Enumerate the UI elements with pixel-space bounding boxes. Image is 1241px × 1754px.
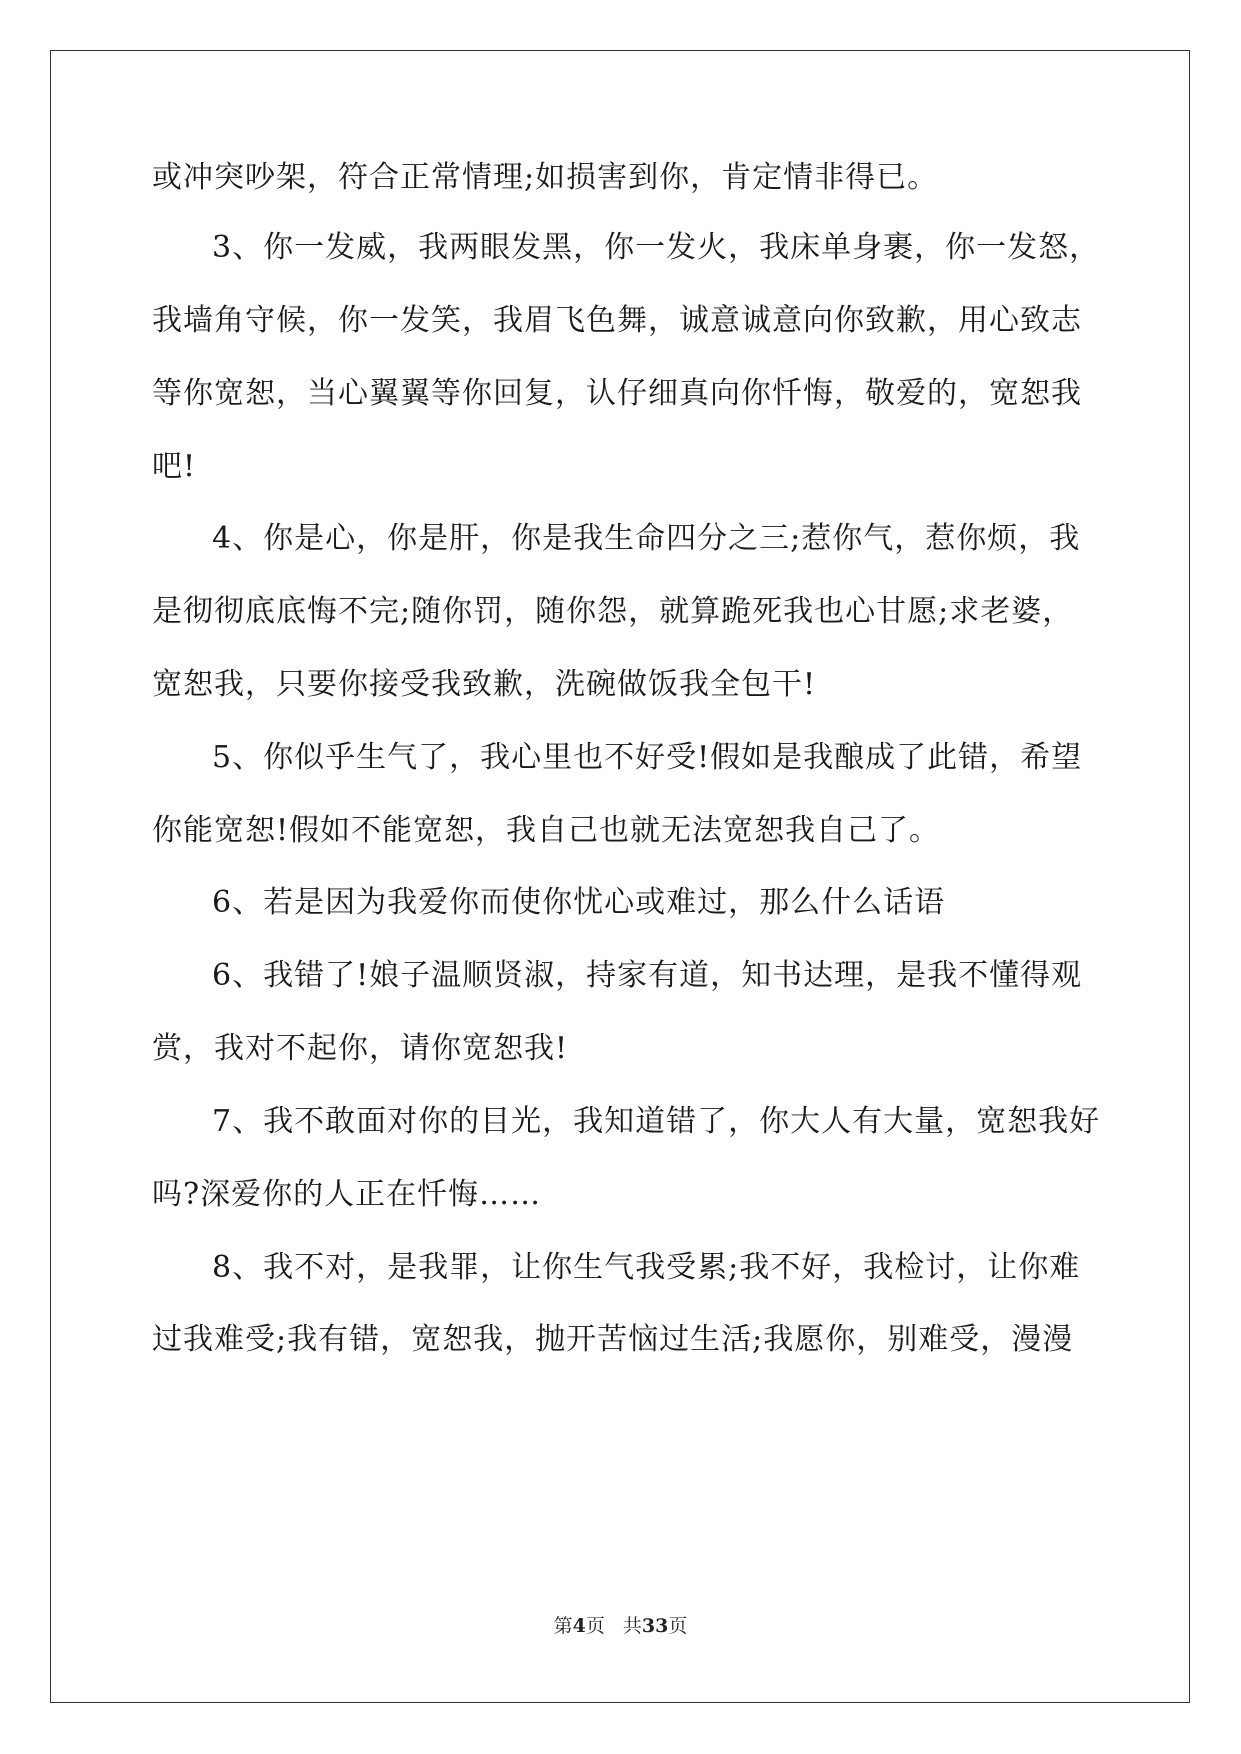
page-footer <box>0 1614 1241 1638</box>
text-line: 赏，我对不起你，请你宽恕我! <box>152 1031 569 1066</box>
text-line: 7、我不敢面对你的目光，我知道错了，你大人有大量，宽恕我好 <box>212 1104 1101 1139</box>
text-line: 吗?深爱你的人正在忏悔…… <box>152 1177 542 1212</box>
text-line: 或冲突吵架，符合正常情理;如损害到你，肯定情非得已。 <box>152 160 939 195</box>
text-line: 5、你似乎生气了，我心里也不好受!假如是我酿成了此错，希望 <box>212 740 1083 775</box>
text-line: 6、我错了!娘子温顺贤淑，持家有道，知书达理，是我不懂得观 <box>212 958 1083 993</box>
text-line: 我墙角守候，你一发笑，我眉飞色舞，诚意诚意向你致歉，用心致志 <box>152 303 1082 338</box>
page-number: 4 <box>572 1615 586 1637</box>
text-line: 8、我不对，是我罪，让你生气我受累;我不好，我检讨，让你难 <box>212 1250 1081 1285</box>
total-prefix: 共 <box>622 1615 642 1637</box>
page-border <box>50 50 1190 1703</box>
text-line: 过我难受;我有错，宽恕我，抛开苦恼过生活;我愿你，别难受，漫漫 <box>152 1322 1074 1357</box>
text-line: 你能宽恕!假如不能宽恕，我自己也就无法宽恕我自己了。 <box>152 813 941 848</box>
text-line: 是彻彻底底悔不完;随你罚，随你怨，就算跪死我也心甘愿;求老婆， <box>152 594 1074 629</box>
text-line: 吧! <box>152 449 197 484</box>
text-line: 4、你是心，你是肝，你是我生命四分之三;惹你气，惹你烦，我 <box>212 521 1081 556</box>
text-line: 宽恕我，只要你接受我致歉，洗碗做饭我全包干! <box>152 667 817 702</box>
text-line: 3、你一发威，我两眼发黑，你一发火，我床单身裹，你一发怒， <box>212 230 1101 265</box>
total-pages: 33 <box>641 1615 669 1637</box>
text-line: 等你宽恕，当心翼翼等你回复，认仔细真向你忏悔，敬爱的，宽恕我 <box>152 376 1082 411</box>
page-prefix: 第 <box>553 1615 573 1637</box>
text-line: 6、若是因为我爱你而使你忧心或难过，那么什么话语 <box>212 885 946 920</box>
page-suffix: 页 <box>585 1615 605 1637</box>
total-suffix: 页 <box>668 1615 688 1637</box>
